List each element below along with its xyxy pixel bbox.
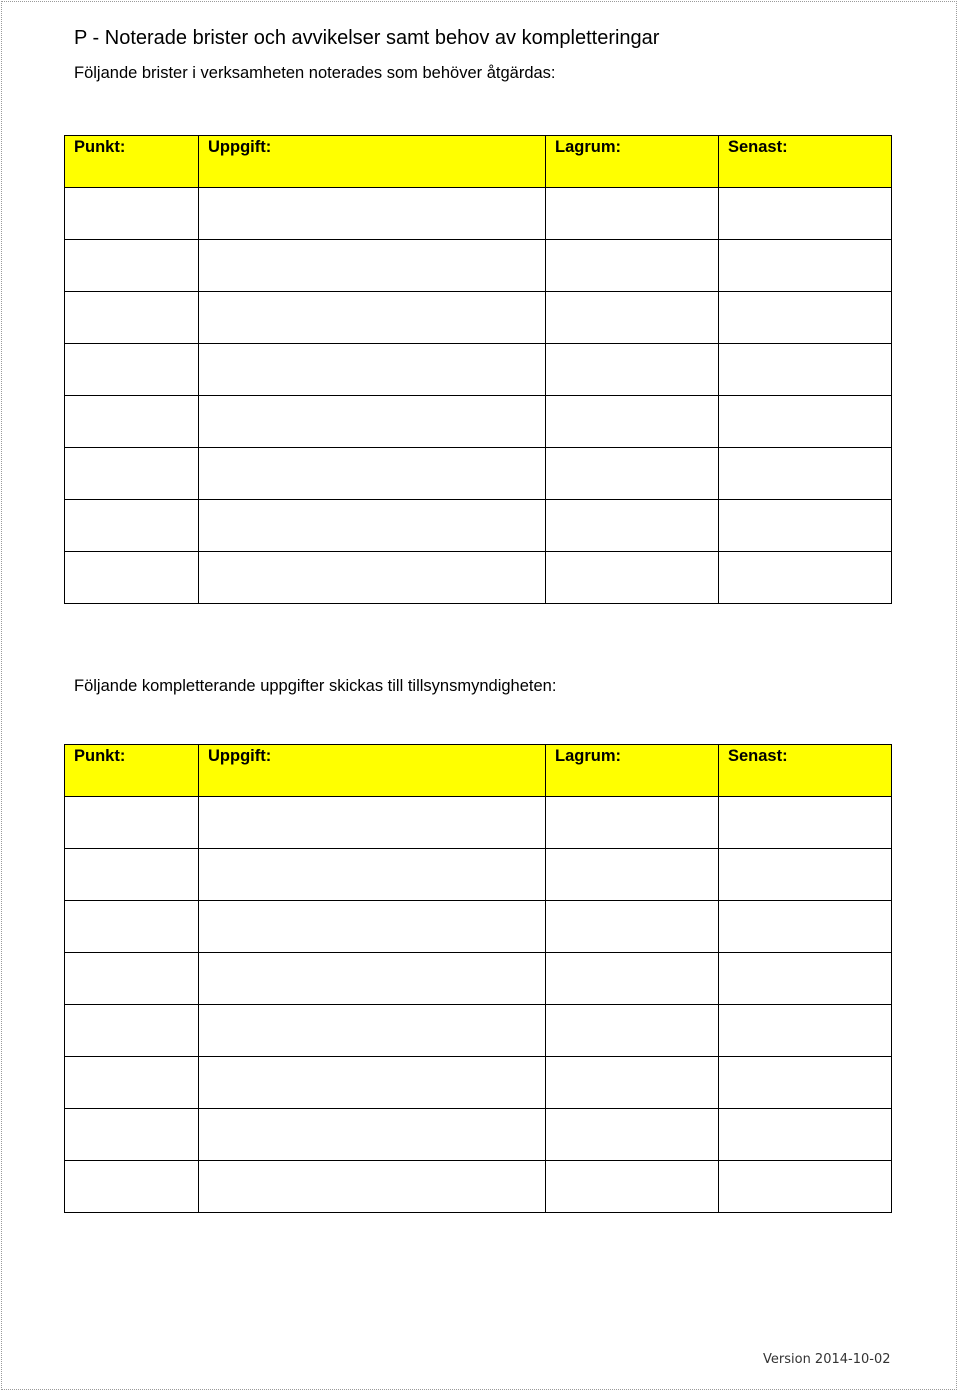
table-cell-lagrum[interactable] — [546, 849, 719, 901]
table-cell-senast[interactable] — [719, 1109, 892, 1161]
table-cell-senast[interactable] — [719, 552, 892, 604]
table-cell-uppgift[interactable] — [199, 849, 546, 901]
table-row — [65, 797, 892, 849]
table-cell-lagrum[interactable] — [546, 292, 719, 344]
table-cell-punkt[interactable] — [65, 1005, 199, 1057]
table-cell-uppgift[interactable] — [199, 344, 546, 396]
version-label: Version 2014-10-02 — [763, 1352, 891, 1367]
table-cell-lagrum[interactable] — [546, 448, 719, 500]
table-row — [65, 292, 892, 344]
page-title: P - Noterade brister och avvikelser samt behov av kompletteringar — [74, 27, 660, 49]
table-cell-uppgift[interactable] — [199, 953, 546, 1005]
header-punkt: Punkt: — [65, 745, 199, 797]
table-cell-senast[interactable] — [719, 448, 892, 500]
table-cell-punkt[interactable] — [65, 552, 199, 604]
table-row — [65, 552, 892, 604]
table-cell-punkt[interactable] — [65, 292, 199, 344]
table-cell-uppgift[interactable] — [199, 1057, 546, 1109]
table-cell-senast[interactable] — [719, 344, 892, 396]
table-body — [65, 797, 892, 1213]
header-uppgift: Uppgift: — [199, 745, 546, 797]
table-cell-lagrum[interactable] — [546, 953, 719, 1005]
table-cell-punkt[interactable] — [65, 188, 199, 240]
table-cell-uppgift[interactable] — [199, 448, 546, 500]
table-row — [65, 448, 892, 500]
table-cell-senast[interactable] — [719, 240, 892, 292]
header-punkt: Punkt: — [65, 136, 199, 188]
table-cell-lagrum[interactable] — [546, 1057, 719, 1109]
table-cell-lagrum[interactable] — [546, 240, 719, 292]
header-lagrum: Lagrum: — [546, 745, 719, 797]
table-row — [65, 1057, 892, 1109]
table-cell-senast[interactable] — [719, 188, 892, 240]
table-row — [65, 344, 892, 396]
table-cell-lagrum[interactable] — [546, 1109, 719, 1161]
table-cell-uppgift[interactable] — [199, 1005, 546, 1057]
header-senast: Senast: — [719, 136, 892, 188]
table-cell-punkt[interactable] — [65, 448, 199, 500]
table-cell-lagrum[interactable] — [546, 1005, 719, 1057]
table-cell-lagrum[interactable] — [546, 1161, 719, 1213]
table-cell-uppgift[interactable] — [199, 901, 546, 953]
table-cell-uppgift[interactable] — [199, 797, 546, 849]
table-header-row — [65, 745, 892, 797]
table-row — [65, 500, 892, 552]
header-lagrum: Lagrum: — [546, 136, 719, 188]
table-row — [65, 1109, 892, 1161]
table-cell-senast[interactable] — [719, 1057, 892, 1109]
table-cell-punkt[interactable] — [65, 901, 199, 953]
table-cell-uppgift[interactable] — [199, 396, 546, 448]
table-row — [65, 953, 892, 1005]
table-cell-uppgift[interactable] — [199, 188, 546, 240]
table-cell-punkt[interactable] — [65, 797, 199, 849]
table-cell-lagrum[interactable] — [546, 552, 719, 604]
table-cell-punkt[interactable] — [65, 1161, 199, 1213]
table-cell-uppgift[interactable] — [199, 552, 546, 604]
header-uppgift: Uppgift: — [199, 136, 546, 188]
table-cell-uppgift[interactable] — [199, 1161, 546, 1213]
table-cell-senast[interactable] — [719, 292, 892, 344]
table-cell-senast[interactable] — [719, 1161, 892, 1213]
deficiencies-table — [64, 135, 891, 604]
table-body — [65, 188, 892, 604]
table-cell-lagrum[interactable] — [546, 901, 719, 953]
table-cell-uppgift[interactable] — [199, 292, 546, 344]
table-cell-senast[interactable] — [719, 396, 892, 448]
table-cell-punkt[interactable] — [65, 849, 199, 901]
table-row — [65, 1005, 892, 1057]
table-cell-punkt[interactable] — [65, 1109, 199, 1161]
table-cell-lagrum[interactable] — [546, 500, 719, 552]
table-cell-senast[interactable] — [719, 797, 892, 849]
table-cell-lagrum[interactable] — [546, 797, 719, 849]
table-cell-senast[interactable] — [719, 953, 892, 1005]
table-cell-uppgift[interactable] — [199, 1109, 546, 1161]
table-cell-uppgift[interactable] — [199, 240, 546, 292]
table-row — [65, 396, 892, 448]
table-cell-punkt[interactable] — [65, 240, 199, 292]
table-cell-punkt[interactable] — [65, 344, 199, 396]
table-header-row — [65, 136, 892, 188]
table-cell-lagrum[interactable] — [546, 396, 719, 448]
section-label-supplements: Följande kompletterande uppgifter skickas till tillsynsmyndigheten: — [74, 677, 557, 695]
table-row — [65, 849, 892, 901]
supplements-table — [64, 744, 891, 1213]
table-cell-punkt[interactable] — [65, 1057, 199, 1109]
table-cell-lagrum[interactable] — [546, 344, 719, 396]
table-row — [65, 240, 892, 292]
table-cell-punkt[interactable] — [65, 500, 199, 552]
table-cell-senast[interactable] — [719, 1005, 892, 1057]
table-row — [65, 901, 892, 953]
table-cell-senast[interactable] — [719, 901, 892, 953]
table-row — [65, 1161, 892, 1213]
table-cell-senast[interactable] — [719, 849, 892, 901]
table-cell-punkt[interactable] — [65, 953, 199, 1005]
intro-text: Följande brister i verksamheten noterades som behöver åtgärdas: — [74, 64, 556, 82]
table-row — [65, 188, 892, 240]
table-cell-punkt[interactable] — [65, 396, 199, 448]
table-cell-lagrum[interactable] — [546, 188, 719, 240]
header-senast: Senast: — [719, 745, 892, 797]
table-cell-uppgift[interactable] — [199, 500, 546, 552]
table-cell-senast[interactable] — [719, 500, 892, 552]
